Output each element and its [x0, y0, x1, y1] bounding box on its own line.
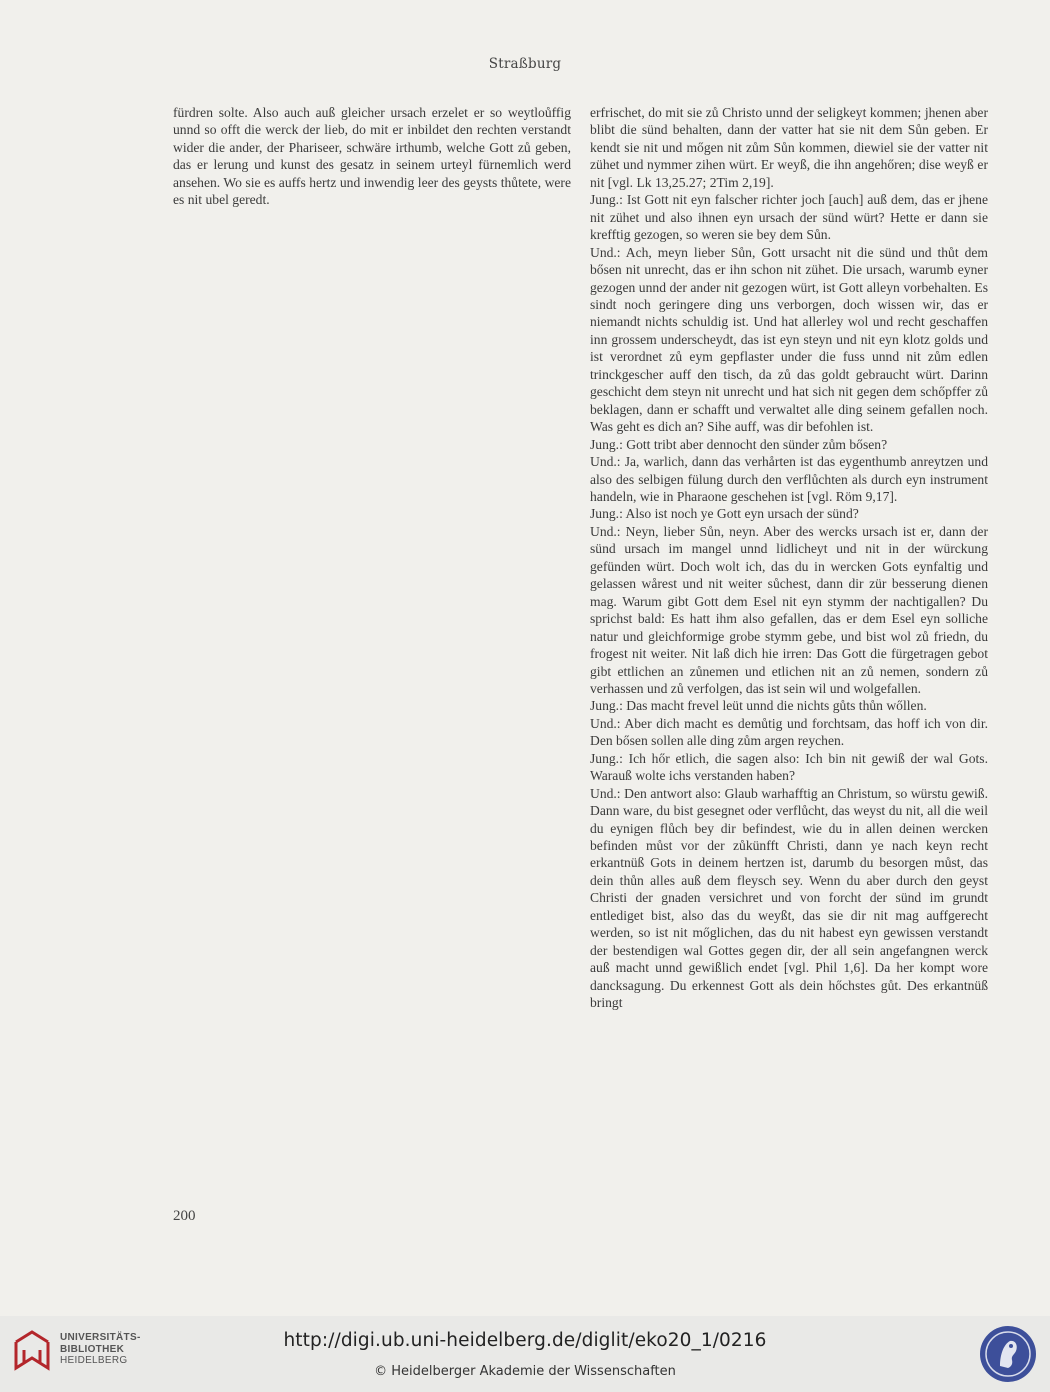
- right-paragraph-3: Und.: Ach, meyn lieber Sůn, Gott ursacht nit die sünd und thůt dem bősen nit unrecht, das er ihn schon nit zühet. Die ursach, warumb eyner gezogen unnd der ander nit gezogen würt, ist Gott alleyn vorbehalten. Es sindt noch geringere ding uns verborgen, doch wissen wir, das er niemandt nichts schuldig ist. Und hat allerley wol und recht geschaffen inn grossem underscheydt, das ist eyn steyn und nit eyn klotz golds und ist verordnet zů eym gepflaster under die fuss unnd nit zům edlen trinckgescher auff den tisch, da zů das goldt gebraucht würt. Darinn geschicht dem steyn nit unrecht und hat sich nit gegen dem schőpffer zů beklagen, dann er schafft und verwaltet alle ding seinem gefallen noch. Was geht es dich an? Sihe auff, was dir befohlen ist.: [590, 244, 988, 435]
- left-text-column: [173, 104, 571, 209]
- left-paragraph: fürdren solte. Also auch auß gleicher ursach erzelet er so weytloůffig unnd so offt die werck der lieb, do mit er inbildet den rechten verstandt wider die ander, der Phariseer, schwäre irthumb, welche Gott zů geben, das er lerung und kunst des gesatz in seinem urteyl fürnemlich werd ansehen. Wo sie es auffs hertz und inwendig leer des geysts thůtete, were es nit ubel geredt.: [173, 105, 571, 208]
- right-paragraph-6: Jung.: Also ist noch ye Gott eyn ursach der sünd?: [590, 506, 859, 522]
- academy-seal-icon[interactable]: [978, 1324, 1038, 1384]
- right-paragraph-5: Und.: Ja, warlich, dann das verhårten ist das eygenthumb anreytzen und also des selbigen fülung durch den verflůchten als durch eyn instrument handeln, wie in Pharaone geschehen ist [vgl. Röm 9,17].: [590, 454, 988, 504]
- right-paragraph-1: erfrischet, do mit sie zů Christo unnd der seligkeyt kommen; jhenen aber blibt die sünd behalten, dann der vatter hat sie nit dem Sůn geben. Er kendt sie nit und mőgen nit zům Sůn kommen, diewiel sie der vatter nit zühet und nymmer zihen würt. Er weyß, die ihn angehőren; dise weyß er nit [vgl. Lk 13,25.27; 2Tim 2,19].: [590, 105, 988, 190]
- permalink-url[interactable]: http://digi.ub.uni-heidelberg.de/diglit/eko20_1/0216: [283, 1330, 767, 1351]
- right-text-column: [590, 104, 988, 1012]
- right-paragraph-9: Und.: Aber dich macht es demůtig und forchtsam, das hoff ich von dir. Den bősen sollen alle ding zům argen reychen.: [590, 715, 988, 749]
- copyright-notice: © Heidelberger Akademie der Wissenschaften: [374, 1364, 676, 1379]
- running-title: Straßburg: [488, 56, 562, 72]
- logo-line-2: BIBLIOTHEK: [60, 1343, 125, 1355]
- right-paragraph-4: Jung.: Gott tribt aber dennocht den sünder zům bősen?: [590, 436, 888, 452]
- logo-line-3: HEIDELBERG: [60, 1355, 128, 1366]
- logo-line-1: UNIVERSITÄTS-: [60, 1332, 141, 1343]
- page-number: 200: [173, 1208, 196, 1224]
- footer-bar: [0, 1316, 1050, 1392]
- right-paragraph-8: Jung.: Das macht frevel leüt unnd die nichts gůts thůn wőllen.: [590, 698, 927, 714]
- right-paragraph-2: Jung.: Ist Gott nit eyn falscher richter joch [auch] auß dem, das er jhene nit zühet und also ihnen eyn ursach der sünd würt? Hette er dann sie krefftig gezogen, so weren sie bey dem Sůn.: [590, 192, 988, 243]
- right-paragraph-7: Und.: Neyn, lieber Sůn, neyn. Aber des wercks ursach ist er, dann der sünd ursach im mangel unnd lidlicheyt und nit in der würckung gefünden würt. Doch wolt ich, das du in wercken Gots eynfaltig und gelassen wårest und nit weiter sůchest, dann dir zür besserung dienen mag. Warum gibt Gott dem Esel nit eyn stymm der nachtigallen? Du sprichst bald: Es hatt ihm also gefallen, das er dem Esel eyn solliche natur und gleichformige grobe stymm gebe, und bist wol zů friedn, du frogest nit weiter. Nit laß dich hie irren: Das Gott die fürgetragen gebot gibt ettlichen an zůnemen und etlichen nit an zů nemen, sondern zů verhassen und zů verfolgen, das ist sein wil und wolgefallen.: [590, 523, 988, 696]
- right-paragraph-11: Und.: Den antwort also: Glaub warhafftig an Christum, so würstu gewiß. Dann ware, du bist gesegnet oder verflůcht, das weyst du nit, all die weil du eynigen flůch bey dir befindest, wie du in allen deinen wercken befinden můst vor der zůkünfft Christi, dann ye nach keyn recht erkantnüß Gots in deinem hertzen ist, darumb du besorgen můst, das dein thůn alles auß dem fleysch sey. Wenn du aber durch den geyst Christi der gnaden versichret und von forcht der sünd im grundt entlediget bist, also das du weyßt, das sie dir nit mag auffgerecht werden, so ist nit mőglichen, das du nit habest eyn gewissen verstandt der bestendigen wal Gottes gegen dir, der all sein angefangnen werck auß macht unnd gewißlich endet [vgl. Phil 1,6]. Da her kompt wore dancksagung. Du erkennest Gott als dein hőchstes gůt. Des erkantnüß bringt: [590, 785, 988, 1011]
- right-paragraph-10: Jung.: Ich hőr etlich, die sagen also: Ich bin nit gewiß der wal Gots. Warauß wolte ichs verstanden haben?: [590, 750, 988, 784]
